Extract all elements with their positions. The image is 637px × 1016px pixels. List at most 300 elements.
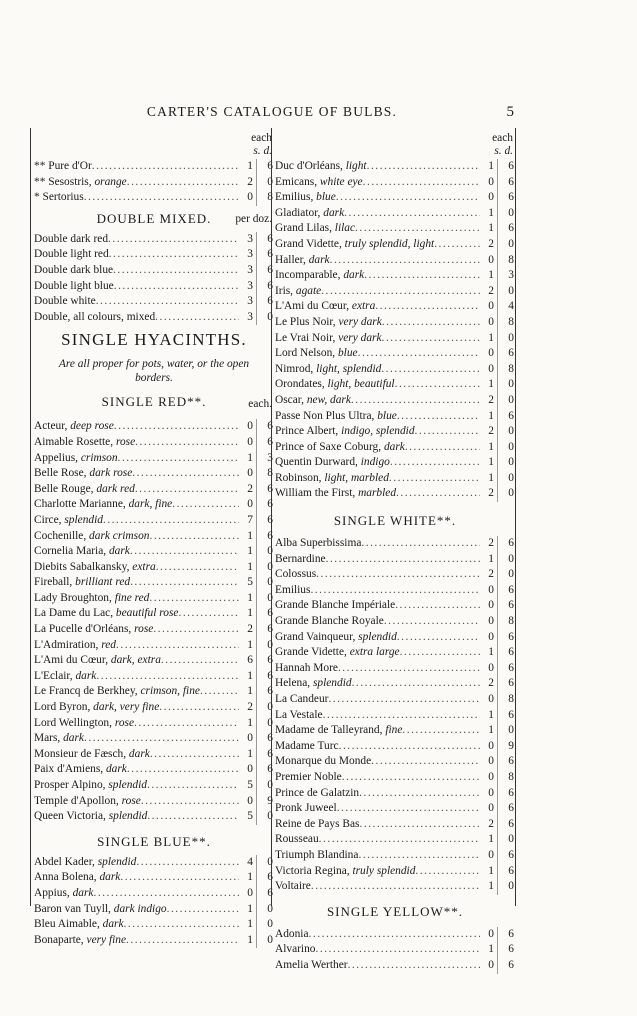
entry-name: Temple d'Apollon, rose <box>34 794 141 807</box>
catalogue-entry <box>275 614 515 630</box>
entry-name: Pronk Juweel <box>275 802 337 815</box>
entry-name: Emilius, blue <box>275 191 336 204</box>
price-pence: 6 <box>497 346 515 362</box>
entry-name: Circe, splendid <box>34 513 103 526</box>
entry-name: Double, all colours, mixed <box>34 310 156 323</box>
leader-dots <box>149 591 239 607</box>
catalogue-entry <box>275 284 515 300</box>
catalogue-entry <box>34 794 274 810</box>
price-pence: 0 <box>497 393 515 409</box>
leader-dots <box>402 723 480 739</box>
price-pence: 9 <box>256 794 274 810</box>
price-pence: 6 <box>256 435 274 451</box>
catalogue-entry <box>275 567 515 583</box>
leader-dots <box>348 958 480 974</box>
leader-dots <box>141 794 239 810</box>
price-pence: 0 <box>256 716 274 732</box>
price-pence: 0 <box>497 723 515 739</box>
price-shillings: 0 <box>488 315 494 328</box>
leader-dots <box>396 486 480 502</box>
catalogue-entry <box>275 942 515 958</box>
leader-dots <box>103 513 239 529</box>
entry-name: Passe Non Plus Ultra, blue <box>275 409 397 422</box>
catalogue-entry <box>34 716 274 732</box>
entry-name: Double dark blue <box>34 263 114 276</box>
catalogue-entry <box>275 190 515 206</box>
entry-description: light, beautiful <box>327 378 395 391</box>
leader-dots <box>323 708 480 724</box>
price-pence: 6 <box>256 419 274 435</box>
catalogue-entry <box>275 268 515 284</box>
entry-description: very dark <box>338 331 382 344</box>
price-shillings: 1 <box>488 378 494 391</box>
price-shillings: 1 <box>488 471 494 484</box>
entry-name: Queen Victoria, splendid <box>34 810 148 823</box>
price-pence: 0 <box>497 206 515 222</box>
catalogue-entry <box>275 832 515 848</box>
price-shillings: 1 <box>247 716 253 729</box>
price-pence: 0 <box>256 855 274 871</box>
price-pence: 6 <box>497 864 515 880</box>
leader-dots <box>358 346 480 362</box>
leader-dots <box>134 716 239 732</box>
right-column <box>271 128 515 971</box>
leader-dots <box>161 653 239 669</box>
price-shillings: 2 <box>488 237 494 250</box>
price-shillings: 1 <box>488 708 494 721</box>
catalogue-entry <box>275 801 515 817</box>
leader-dots <box>200 684 239 700</box>
single-yellow-list <box>275 927 515 974</box>
price-shillings: 2 <box>247 623 253 636</box>
entry-name: Charlotte Marianne, dark, fine <box>34 498 173 511</box>
price-shillings: 0 <box>247 191 253 204</box>
entry-description: extra large <box>349 646 400 659</box>
catalogue-entry <box>275 708 515 724</box>
catalogue-entry <box>34 933 274 949</box>
price-pence: 0 <box>497 377 515 393</box>
entry-description: splendid <box>97 855 137 868</box>
leader-dots <box>330 253 480 269</box>
leader-dots <box>92 159 239 175</box>
entry-name: Rousseau <box>275 833 319 846</box>
running-title: CARTER'S CATALOGUE OF BULBS. <box>146 104 398 119</box>
catalogue-entry <box>275 221 515 237</box>
price-shillings: 0 <box>488 191 494 204</box>
price-shillings: 5 <box>247 576 253 589</box>
price-pence: 6 <box>497 958 515 974</box>
entry-description: crimson, fine <box>140 685 200 698</box>
entry-description: splendid <box>64 513 103 526</box>
leader-dots <box>367 159 480 175</box>
entry-name: L'Ami du Cœur, extra <box>275 300 376 313</box>
price-shillings: 0 <box>488 175 494 188</box>
entry-name: Double dark red <box>34 232 109 245</box>
leader-dots <box>389 471 480 487</box>
units-label: s. d. <box>494 145 513 157</box>
entry-description: fine red <box>114 591 150 604</box>
entry-name: Madame Turc <box>275 739 339 752</box>
leader-dots <box>149 529 239 545</box>
entry-description: agate <box>295 284 322 297</box>
entry-description: dark <box>108 545 130 558</box>
catalogue-entry <box>34 529 274 545</box>
price-shillings: 1 <box>247 160 253 172</box>
entry-name: Double light blue <box>34 279 114 292</box>
leader-dots <box>382 315 480 331</box>
leader-dots <box>127 175 239 191</box>
catalogue-entry <box>34 482 274 498</box>
price-shillings: 0 <box>488 739 494 752</box>
price-shillings: 1 <box>247 545 253 558</box>
single-red-list <box>34 419 274 824</box>
entry-name: Prince of Saxe Coburg, dark <box>275 440 405 453</box>
price-shillings: 0 <box>247 732 253 745</box>
entry-description: dark crimson <box>89 529 150 542</box>
entry-description: brilliant red <box>75 576 131 589</box>
entry-name: Bernardine <box>275 552 326 565</box>
price-pence: 3 <box>256 451 274 467</box>
price-shillings: 1 <box>247 902 253 915</box>
entry-name: Bonaparte, very fine <box>34 933 127 946</box>
catalogue-entry <box>34 638 274 654</box>
price-shillings: 6 <box>247 654 253 667</box>
entry-description: deep rose <box>70 420 114 433</box>
price-shillings: 0 <box>488 786 494 799</box>
price-pence: 0 <box>497 424 515 440</box>
price-pence: 8 <box>497 770 515 786</box>
price-shillings: 4 <box>247 855 253 868</box>
entry-name: Emicans, white eye <box>275 175 363 188</box>
hyacinths-note: Are all proper for pots, water, or the open borders. <box>58 358 250 385</box>
entry-name: Lord Nelson, blue <box>275 347 358 360</box>
catalogue-entry <box>34 159 274 175</box>
entry-name: Amelia Werther <box>275 958 348 971</box>
entry-description: dark, extra <box>110 654 161 667</box>
entry-description: dark rose <box>89 467 133 480</box>
entry-description: white eye <box>319 175 363 188</box>
entry-description: fine <box>385 724 403 737</box>
catalogue-entry <box>275 315 515 331</box>
entry-name: Le Plus Noir, very dark <box>275 315 382 328</box>
entry-name: La Candeur <box>275 693 329 705</box>
entry-name: Fireball, brilliant red <box>34 576 131 589</box>
price-pence: 6 <box>256 886 274 902</box>
leader-dots <box>359 817 480 833</box>
price-shillings: 3 <box>247 295 253 308</box>
catalogue-entry <box>275 817 515 833</box>
catalogue-entry <box>275 362 515 378</box>
entry-name: Helena, splendid <box>275 677 352 690</box>
leader-dots <box>135 482 239 498</box>
entry-name: Grand Lilas, lilac <box>275 222 356 235</box>
leader-dots <box>381 362 480 378</box>
entry-name: Madame de Talleyrand, fine <box>275 724 403 737</box>
price-shillings: 2 <box>488 568 494 581</box>
leader-dots <box>415 424 480 440</box>
entry-description: dark <box>102 918 124 931</box>
catalogue-entry <box>34 855 274 871</box>
entry-name: Monarque du Monde <box>275 755 372 768</box>
entry-name: Bleu Aimable, dark <box>34 918 124 931</box>
price-shillings: 1 <box>488 943 494 956</box>
catalogue-entry <box>275 786 515 802</box>
price-shillings: 5 <box>247 779 253 791</box>
entry-name: Grande Blanche Royale <box>275 615 384 628</box>
price-pence: 6 <box>256 622 274 638</box>
price-pence: 8 <box>497 614 515 630</box>
price-shillings: 2 <box>488 677 494 690</box>
catalogue-entry <box>275 455 515 471</box>
catalogue-entry <box>34 669 274 685</box>
section-heading-single-white: SINGLE WHITE**. <box>333 513 457 529</box>
price-pence: 0 <box>256 917 274 933</box>
catalogue-entry <box>34 902 274 918</box>
catalogue-entry <box>34 700 274 716</box>
entry-description: indigo <box>360 456 390 469</box>
price-shillings: 3 <box>247 232 253 245</box>
price-shillings: 1 <box>247 933 253 946</box>
entry-description: dark <box>63 732 84 745</box>
price-shillings: 0 <box>247 763 253 776</box>
entry-description: dark <box>99 871 121 884</box>
entry-name: Prince Albert, indigo, splendid <box>275 425 415 438</box>
catalogue-entry <box>34 591 274 607</box>
price-pence: 6 <box>256 684 274 700</box>
entry-name: Prosper Alpino, splendid <box>34 779 147 791</box>
price-pence: 0 <box>256 638 274 654</box>
price-pence: 0 <box>256 809 274 825</box>
price-shillings: 0 <box>488 755 494 768</box>
left-column-header <box>34 128 274 159</box>
entry-description: crimson <box>80 451 118 464</box>
entry-description: dark <box>105 763 127 776</box>
price-shillings: 0 <box>488 927 494 940</box>
entry-description: blue <box>377 409 397 422</box>
price-shillings: 1 <box>247 871 253 884</box>
catalogue-entry <box>275 424 515 440</box>
entry-description: dark, fine <box>128 498 173 511</box>
price-pence: 6 <box>497 536 515 552</box>
catalogue-entry <box>275 661 515 677</box>
catalogue-entry <box>34 575 274 591</box>
price-shillings: 1 <box>488 880 494 893</box>
catalogue-entry <box>34 232 274 248</box>
price-pence: 0 <box>256 575 274 591</box>
catalogue-entry <box>275 598 515 614</box>
price-pence: 4 <box>497 299 515 315</box>
entry-name: La Vestale <box>275 708 323 721</box>
leader-dots <box>167 902 239 918</box>
entry-name: Belle Rose, dark rose <box>34 467 133 480</box>
leader-dots <box>321 284 480 300</box>
price-shillings: 0 <box>247 794 253 807</box>
entry-name: ** Sesostris, orange <box>34 175 127 188</box>
catalogue-entry <box>275 393 515 409</box>
price-shillings: 1 <box>247 591 253 604</box>
entry-name: Duc d'Orléans, light <box>275 160 367 172</box>
price-pence: 0 <box>256 310 274 326</box>
entry-name: Mars, dark <box>34 732 84 745</box>
catalogue-entry <box>34 190 274 206</box>
price-pence: 6 <box>497 676 515 692</box>
entry-description: new, dark <box>306 393 351 406</box>
price-shillings: 1 <box>488 160 494 172</box>
leader-dots <box>400 645 480 661</box>
price-pence: 6 <box>497 409 515 425</box>
price-shillings: 2 <box>488 393 494 406</box>
leader-dots <box>434 237 480 253</box>
right-top-list <box>275 159 515 502</box>
catalogue-entry <box>275 692 515 708</box>
entry-name: Incomparable, dark <box>275 269 365 282</box>
price-pence: 0 <box>497 486 515 502</box>
price-shillings: 1 <box>488 833 494 846</box>
catalogue-entry <box>275 864 515 880</box>
leader-dots <box>172 497 239 513</box>
catalogue-entry <box>275 377 515 393</box>
catalogue-entry <box>34 809 274 825</box>
price-shillings: 0 <box>488 583 494 596</box>
catalogue-entry <box>34 622 274 638</box>
price-shillings: 2 <box>488 537 494 550</box>
leader-dots <box>352 676 480 692</box>
catalogue-entry <box>275 159 515 175</box>
leader-dots <box>395 377 480 393</box>
catalogue-entry <box>34 279 274 295</box>
price-pence: 8 <box>497 253 515 269</box>
price-pence: 6 <box>256 294 274 310</box>
entry-name: Orondates, light, beautiful <box>275 378 395 391</box>
price-shillings: 5 <box>247 810 253 823</box>
price-pence: 6 <box>256 279 274 295</box>
catalogue-entry <box>275 552 515 568</box>
price-pence: 0 <box>497 440 515 456</box>
catalogue-entry <box>275 331 515 347</box>
price-pence: 6 <box>497 942 515 958</box>
price-pence: 6 <box>497 221 515 237</box>
entry-name: Cochenille, dark crimson <box>34 529 150 542</box>
entry-name: Lord Byron, dark, very fine <box>34 701 160 714</box>
catalogue-entry <box>275 175 515 191</box>
price-shillings: 3 <box>247 310 253 323</box>
leader-dots <box>405 440 480 456</box>
price-shillings: 3 <box>247 248 253 261</box>
section-heading-single-red: SINGLE RED**. each. <box>101 394 272 411</box>
price-shillings: 2 <box>488 487 494 500</box>
units-label: s. d. <box>253 145 272 157</box>
entry-name: L'Ami du Cœur, dark, extra <box>34 654 161 667</box>
leader-dots <box>130 544 239 560</box>
catalogue-entry <box>34 747 274 763</box>
price-shillings: 0 <box>488 693 494 705</box>
price-shillings: 0 <box>488 253 494 266</box>
entry-description: dark <box>323 206 345 219</box>
single-white-list <box>275 536 515 895</box>
entry-name: Le Francq de Berkhey, crimson, fine <box>34 685 200 698</box>
catalogue-entry <box>275 848 515 864</box>
price-pence: 6 <box>256 653 274 669</box>
leader-dots <box>382 331 480 347</box>
price-shillings: 2 <box>247 175 253 188</box>
leader-dots <box>96 669 239 685</box>
leader-dots <box>178 606 239 622</box>
entry-name: Grande Vidette, extra large <box>275 646 400 659</box>
leader-dots <box>326 552 480 568</box>
catalogue-entry <box>34 606 274 622</box>
price-shillings: 0 <box>488 615 494 628</box>
entry-description: dark <box>75 669 97 682</box>
entry-name: Robinson, light, marbled <box>275 471 389 484</box>
price-shillings: 1 <box>488 440 494 453</box>
leader-dots <box>114 419 239 435</box>
price-pence: 6 <box>256 247 274 263</box>
section-heading-single-hyacinths: SINGLE HYACINTHS. <box>61 330 247 350</box>
catalogue-entry <box>34 731 274 747</box>
price-pence: 6 <box>497 583 515 599</box>
entry-description: rose <box>115 435 136 448</box>
price-shillings: 1 <box>247 560 253 573</box>
leader-dots <box>147 778 239 794</box>
entry-name: Alvarino <box>275 943 316 956</box>
each-label: each <box>492 132 513 144</box>
price-pence: 0 <box>497 331 515 347</box>
entry-name: Hannah More <box>275 661 338 674</box>
price-shillings: 1 <box>247 747 253 760</box>
leader-dots <box>120 870 239 886</box>
entry-name: Abdel Kader, splendid <box>34 855 137 868</box>
entry-name: Prince de Galatzin <box>275 786 360 799</box>
leader-dots <box>316 567 480 583</box>
each-label: each <box>251 132 272 144</box>
entry-description: truly splendid, light <box>344 237 435 250</box>
leader-dots <box>355 221 480 237</box>
price-shillings: 0 <box>488 958 494 971</box>
catalogue-table <box>30 128 516 971</box>
price-shillings: 2 <box>488 284 494 297</box>
entry-description: orange <box>94 175 127 188</box>
price-pence: 0 <box>256 902 274 918</box>
catalogue-entry <box>275 486 515 502</box>
price-pence: 9 <box>497 739 515 755</box>
catalogue-entry <box>275 630 515 646</box>
price-pence: 6 <box>497 630 515 646</box>
price-shillings: 1 <box>488 456 494 469</box>
price-pence: 8 <box>497 692 515 708</box>
leader-dots <box>309 927 480 943</box>
leader-dots <box>361 536 480 552</box>
left-column <box>34 128 274 946</box>
leader-dots <box>359 786 480 802</box>
double-mixed-list <box>34 232 274 326</box>
price-pence: 0 <box>497 284 515 300</box>
price-pence: 6 <box>256 513 274 529</box>
price-shillings: 1 <box>247 918 253 931</box>
catalogue-entry <box>275 583 515 599</box>
entry-description: splendid <box>108 810 148 823</box>
catalogue-entry <box>275 927 515 943</box>
price-shillings: 7 <box>247 513 253 526</box>
entry-name: Le Vrai Noir, very dark <box>275 331 382 344</box>
entry-name: Paix d'Amiens, dark <box>34 763 127 776</box>
leader-dots <box>132 466 239 482</box>
price-pence: 0 <box>256 544 274 560</box>
entry-name: L'Eclair, dark <box>34 669 97 682</box>
price-pence: 6 <box>497 645 515 661</box>
catalogue-entry <box>34 560 274 576</box>
entry-description: dark <box>308 253 330 266</box>
leader-dots <box>395 598 480 614</box>
